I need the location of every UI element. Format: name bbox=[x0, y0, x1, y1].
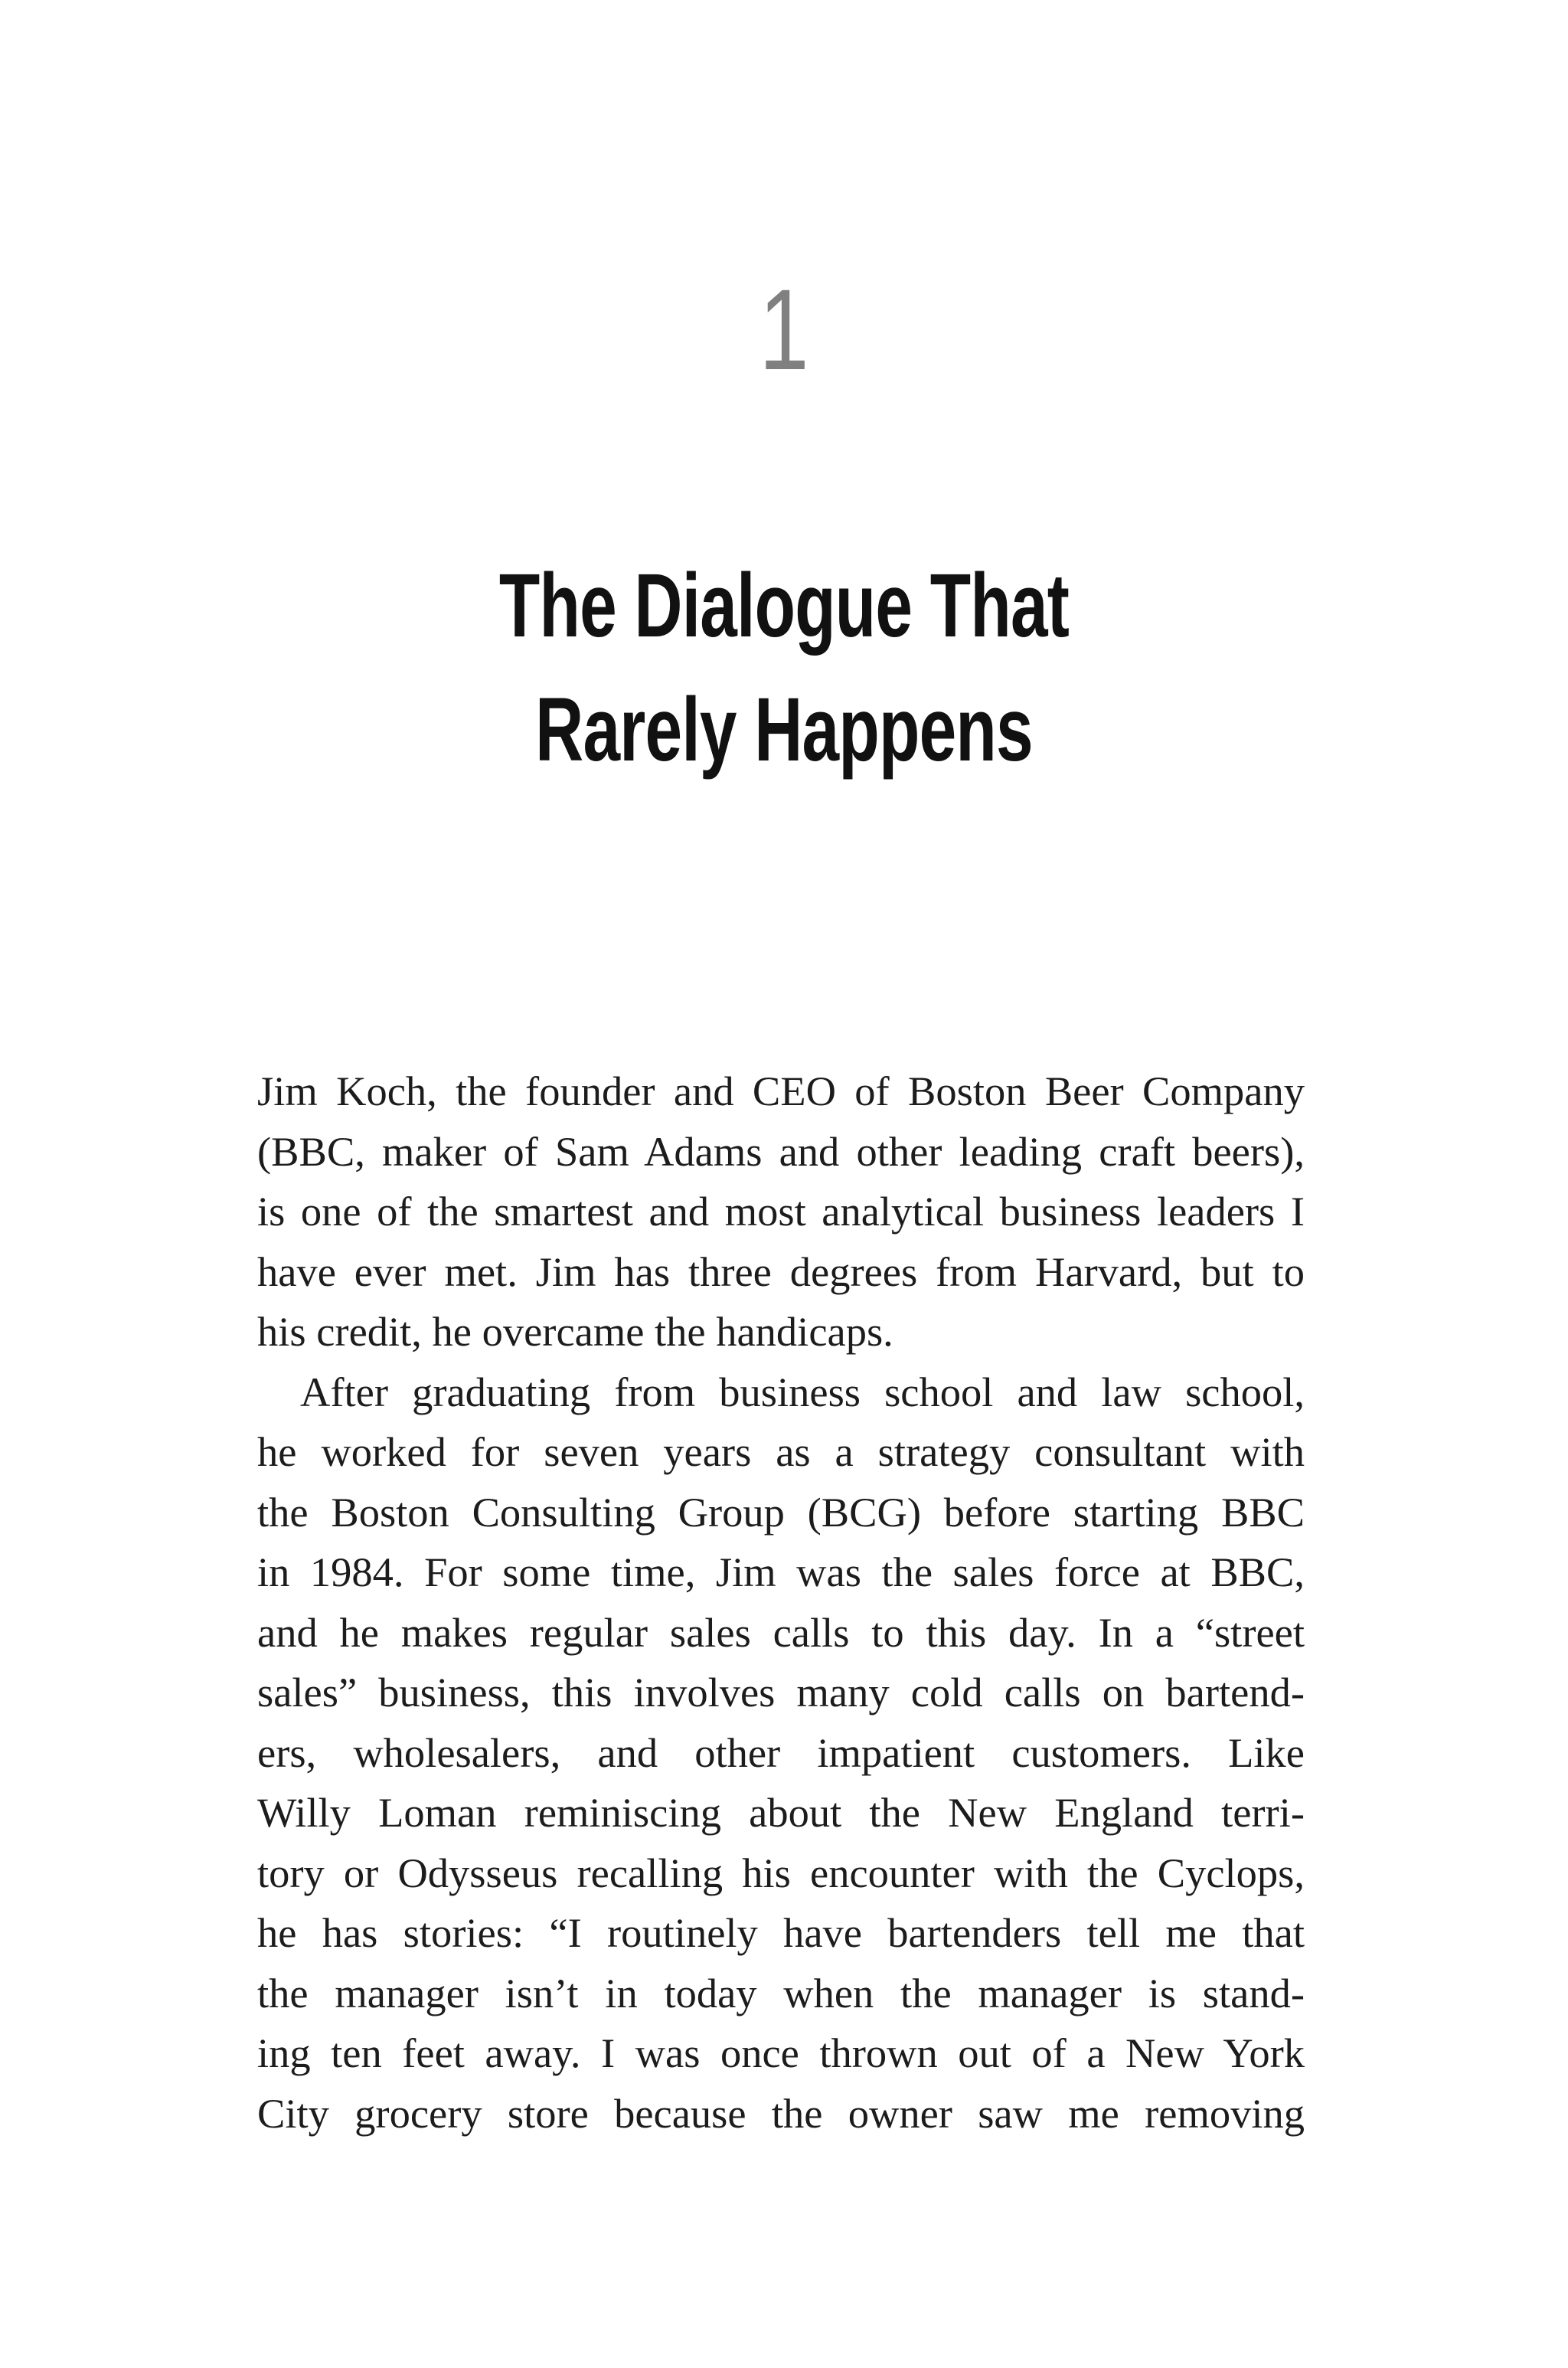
text-line: have ever met. Jim has three degrees from Harvard, but to bbox=[257, 1248, 1305, 1295]
text-line: sales” business, this involves many cold calls on bartend- bbox=[257, 1669, 1305, 1715]
text-line: (BBC, maker of Sam Adams and other leading craft beers), bbox=[257, 1127, 1305, 1175]
text-line: he has stories: “I routinely have bartenders tell me that bbox=[257, 1909, 1305, 1956]
text-line: After graduating from business school and law school, bbox=[300, 1368, 1305, 1415]
chapter-body bbox=[257, 1061, 1305, 2144]
paragraph bbox=[257, 1061, 1305, 1362]
text-line: and he makes regular sales calls to this day. In a “street bbox=[257, 1608, 1305, 1656]
text-line: the manager isn’t in today when the manager is stand- bbox=[257, 1969, 1305, 2016]
chapter-number: 1 bbox=[759, 265, 809, 394]
chapter-title-line: Rarely Happens bbox=[535, 679, 1033, 780]
text-line: the Boston Consulting Group (BCG) before starting BBC bbox=[257, 1488, 1305, 1536]
text-line: Willy Loman reminiscing about the New England terri- bbox=[257, 1789, 1305, 1836]
text-line: ing ten feet away. I was once thrown out of a New York bbox=[257, 2029, 1305, 2076]
text-line: he worked for seven years as a strategy consultant with bbox=[257, 1428, 1305, 1475]
chapter-title bbox=[0, 544, 1568, 792]
chapter-title-line: The Dialogue That bbox=[498, 555, 1070, 656]
text-line: is one of the smartest and most analytical business leaders I bbox=[257, 1188, 1305, 1235]
text-line: City grocery store because the owner saw me removing bbox=[257, 2089, 1305, 2137]
text-line: ers, wholesalers, and other impatient customers. Like bbox=[257, 1729, 1305, 1776]
text-line: his credit, he overcame the handicaps. bbox=[257, 1308, 893, 1355]
text-line: Jim Koch, the founder and CEO of Boston Beer Company bbox=[257, 1068, 1305, 1114]
text-line: in 1984. For some time, Jim was the sales force at BBC, bbox=[257, 1549, 1305, 1595]
text-line: tory or Odysseus recalling his encounter with the Cyclops, bbox=[257, 1849, 1305, 1896]
paragraph bbox=[257, 1362, 1305, 2144]
